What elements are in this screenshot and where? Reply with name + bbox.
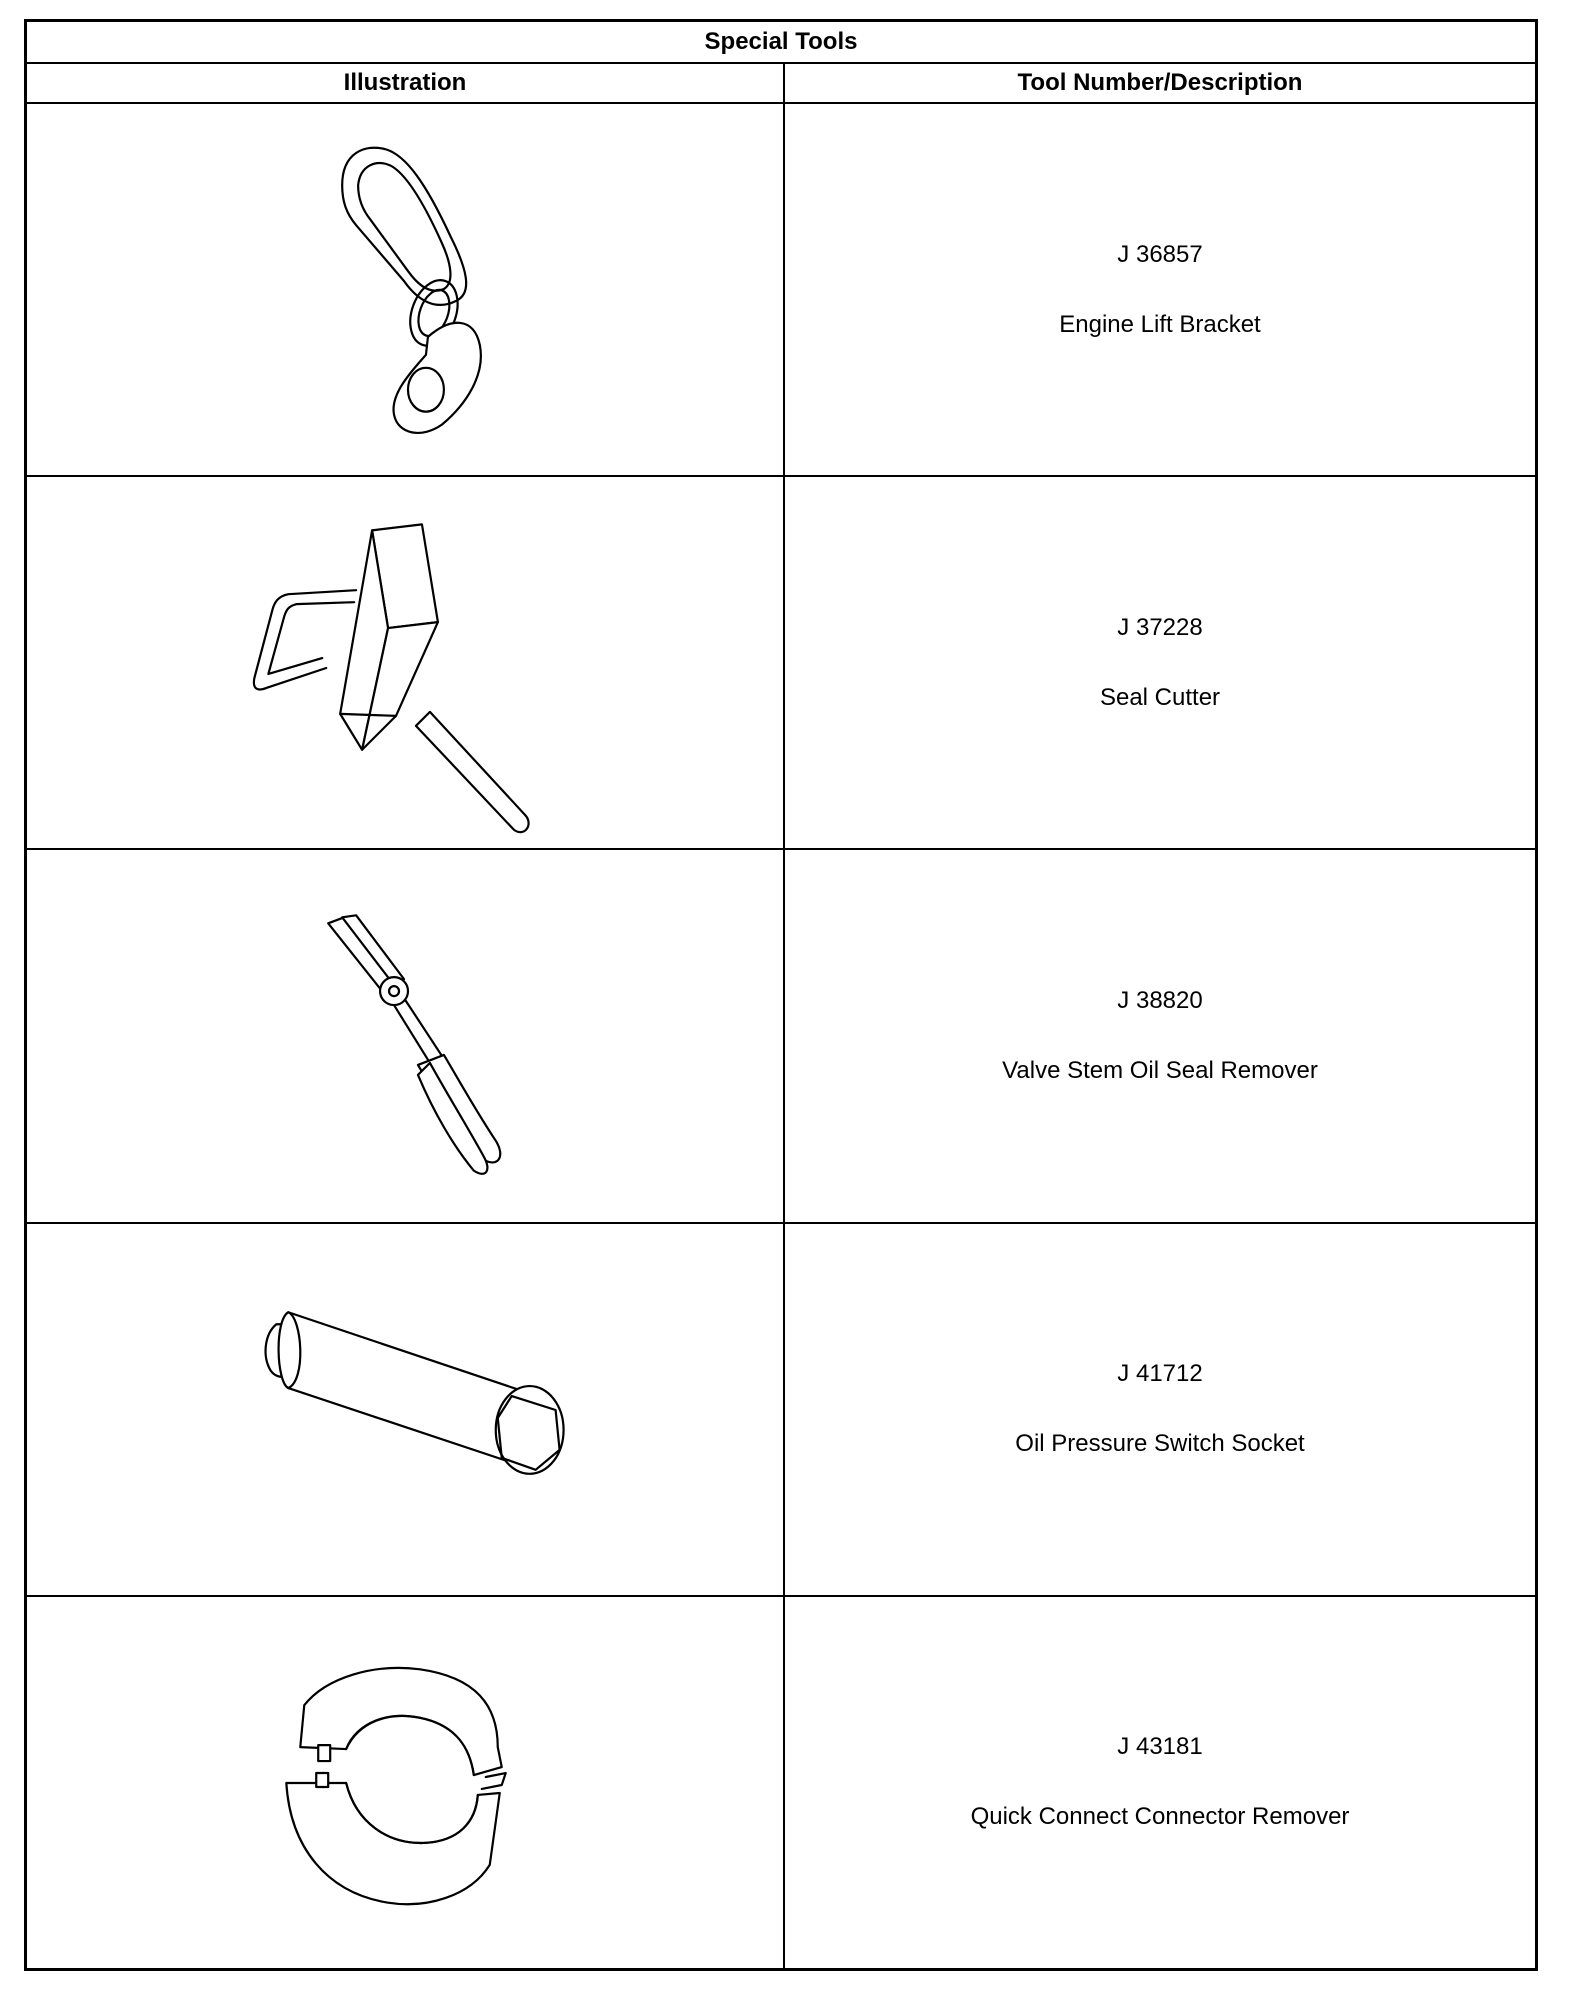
description-cell [785, 1597, 1535, 1968]
special-tools-table [24, 19, 1538, 1971]
description-cell [785, 850, 1535, 1221]
description-cell [785, 104, 1535, 475]
tool-number: J 36857 [1117, 240, 1203, 268]
engine-lift-bracket-icon [27, 105, 783, 475]
description-cell [785, 477, 1535, 848]
tool-description: Seal Cutter [1099, 683, 1221, 711]
tool-description: Oil Pressure Switch Socket [1015, 1430, 1305, 1458]
seal-cutter-icon [27, 478, 783, 848]
illustration-cell [27, 1224, 785, 1595]
tool-number: J 41712 [1117, 1360, 1203, 1388]
quick-connect-connector-remover-icon [27, 1597, 783, 1967]
illustration-cell [27, 1597, 785, 1968]
table-title: Special Tools [27, 22, 1535, 64]
illustration-cell [27, 850, 785, 1221]
table-row [27, 850, 1535, 1223]
tool-description: Valve Stem Oil Seal Remover [1002, 1057, 1318, 1084]
table-row [27, 477, 1535, 850]
illustration-cell [27, 477, 785, 848]
illustration-column-header: Illustration [27, 64, 785, 102]
tool-number: J 43181 [1117, 1733, 1203, 1761]
valve-stem-oil-seal-remover-icon [27, 851, 783, 1221]
table-row [27, 1597, 1535, 1968]
illustration-cell [27, 104, 785, 475]
tool-description: Quick Connect Connector Remover [970, 1803, 1350, 1831]
description-cell [785, 1224, 1535, 1595]
tool-number: J 38820 [1117, 987, 1203, 1014]
table-row [27, 104, 1535, 477]
table-header-row [27, 64, 1535, 104]
tool-description: Engine Lift Bracket [1059, 310, 1261, 338]
description-column-header: Tool Number/Description [1017, 69, 1303, 96]
table-row [27, 1224, 1535, 1597]
oil-pressure-switch-socket-icon [27, 1224, 783, 1594]
tool-number: J 37228 [1117, 613, 1203, 641]
